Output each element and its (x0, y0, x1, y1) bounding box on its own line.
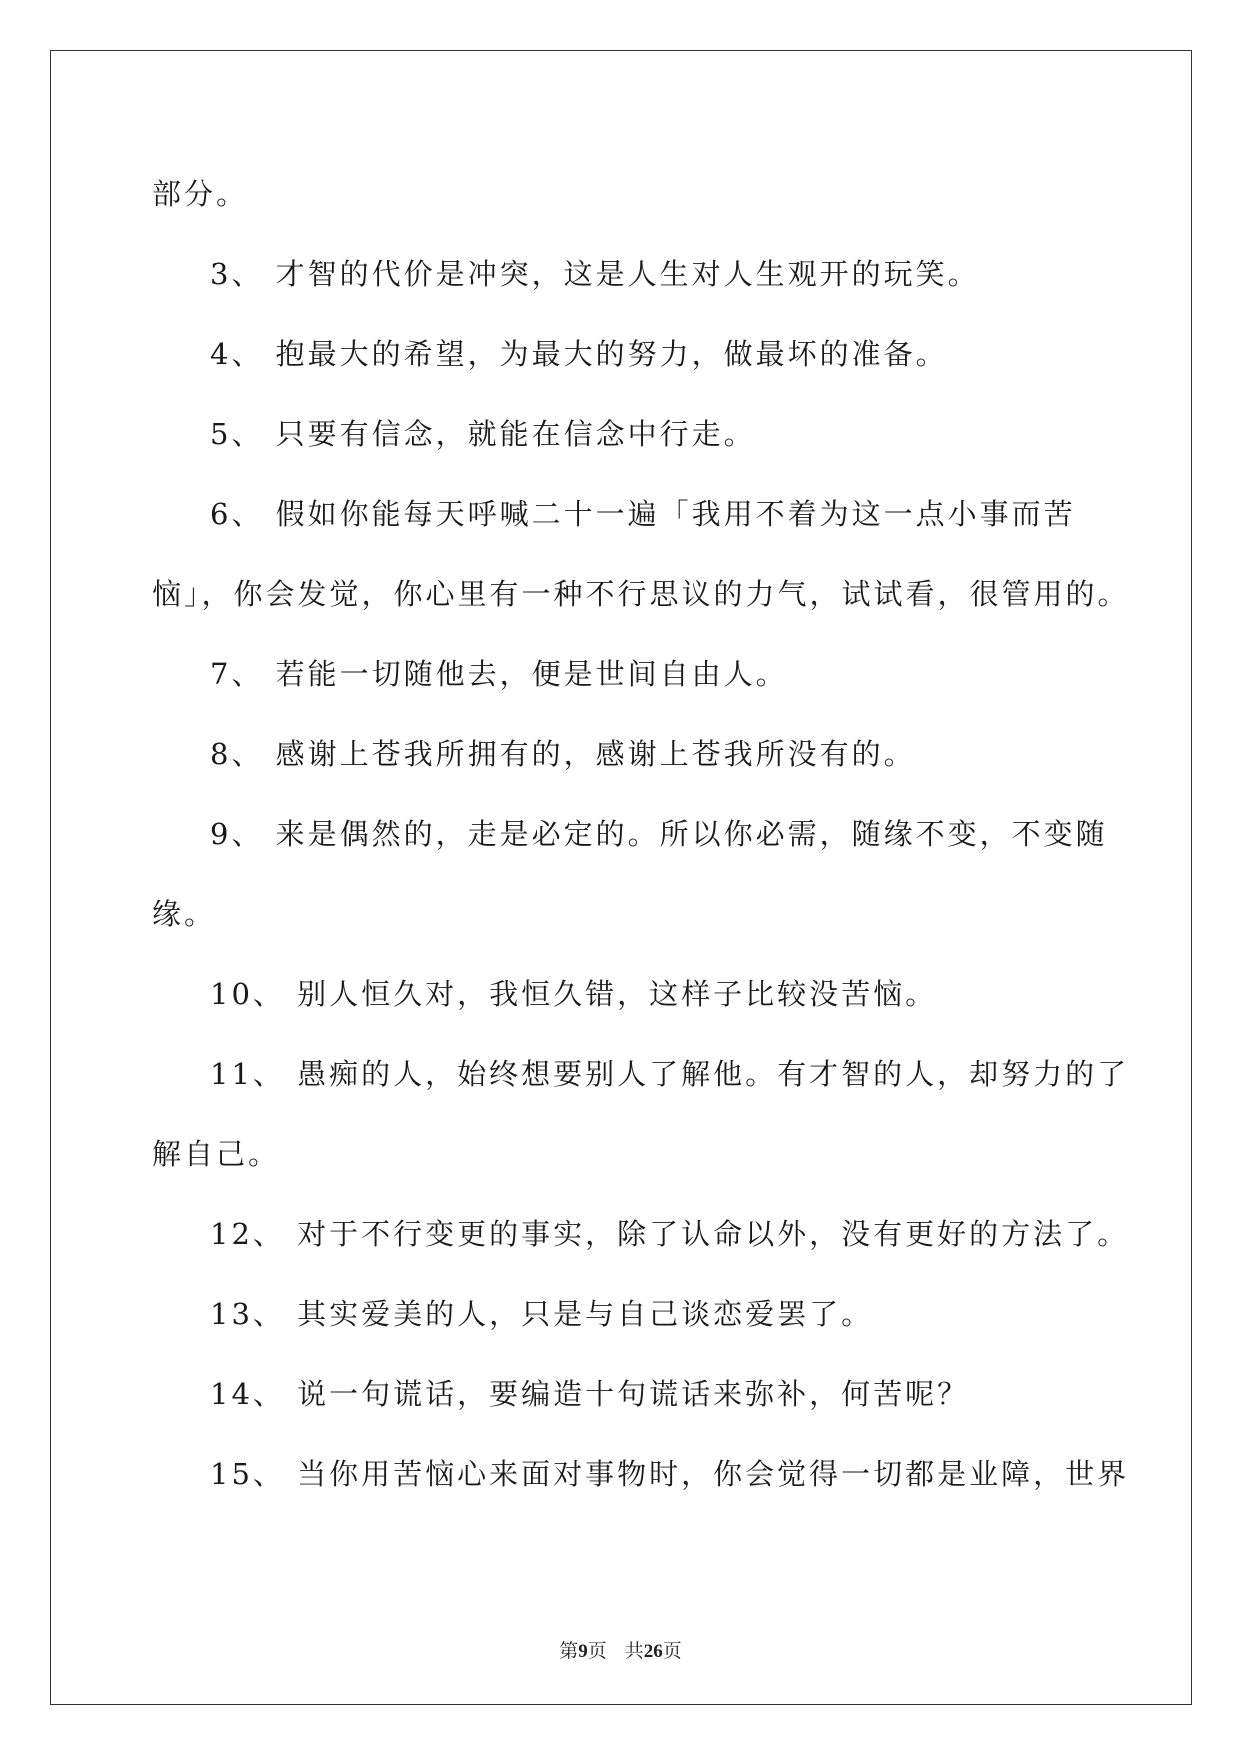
text-line: 部分。 (152, 177, 249, 211)
text-line: 5、 只要有信念，就能在信念中行走。 (210, 417, 756, 451)
text-line: 15、 当你用苦恼心来面对事物时，你会觉得一切都是业障，世界 (210, 1457, 1130, 1491)
text-line: 3、 才智的代价是冲突，这是人生对人生观开的玩笑。 (210, 257, 980, 291)
text-line: 4、 抱最大的希望，为最大的努力，做最坏的准备。 (210, 337, 948, 371)
document-body (152, 154, 1130, 1514)
text-line: 11、 愚痴的人，始终想要别人了解他。有才智的人，却努力的了 (210, 1057, 1130, 1091)
text-line: 9、 来是偶然的，走是必定的。所以你必需，随缘不变，不变随 (210, 817, 1108, 851)
total-pages: 26 (643, 1641, 663, 1662)
total-prefix: 共 (624, 1641, 644, 1662)
text-line: 恼」，你会发觉，你心里有一种不行思议的力气，试试看，很管用的。 (152, 577, 1130, 611)
page-footer (0, 1636, 1241, 1663)
text-line: 12、 对于不行变更的事实，除了认命以外，没有更好的方法了。 (210, 1217, 1130, 1251)
page-suffix: 页 (587, 1641, 607, 1662)
page-number: 9 (578, 1641, 588, 1662)
text-line: 6、 假如你能每天呼喊二十一遍「我用不着为这一点小事而苦 (210, 497, 1076, 531)
text-line: 14、 说一句谎话，要编造十句谎话来弥补，何苦呢？ (210, 1377, 970, 1411)
text-line: 13、 其实爱美的人，只是与自己谈恋爱罢了。 (210, 1297, 874, 1331)
page-prefix: 第 (559, 1641, 579, 1662)
text-line: 缘。 (152, 897, 217, 931)
text-line: 10、 别人恒久对，我恒久错，这样子比较没苦恼。 (210, 977, 938, 1011)
text-line: 8、 感谢上苍我所拥有的，感谢上苍我所没有的。 (210, 737, 916, 771)
text-line: 7、 若能一切随他去，便是世间自由人。 (210, 657, 788, 691)
text-line: 解自己。 (152, 1137, 281, 1171)
total-suffix: 页 (662, 1641, 682, 1662)
